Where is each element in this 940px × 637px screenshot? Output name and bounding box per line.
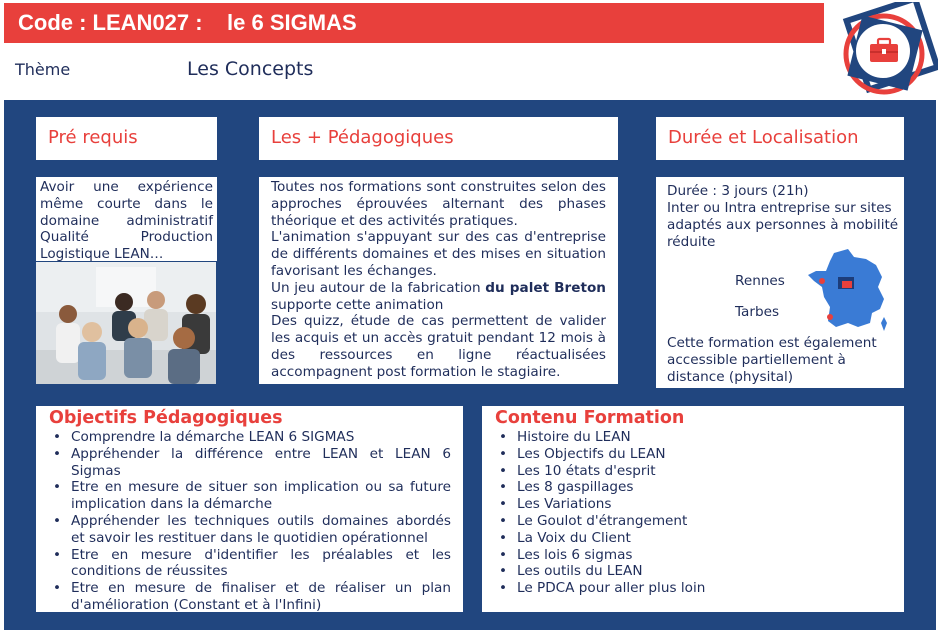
pedagogiques-title-box <box>259 117 618 160</box>
duree-footer: Cette formation est également accessible partiellement à distance (physital) <box>667 335 877 385</box>
company-logo <box>826 2 938 100</box>
prerequis-text: Avoir une expérience même courte dans le domaine administratif Qualité Production Logistique LEAN… <box>40 179 213 261</box>
pedagogiques-p4: Des quizz, étude de cas permettent de valider les acquis et un accès gratuit pendant 12 mois à des ressources en ligne réactualisées accompagnent post formation le stagiaire. <box>271 313 606 380</box>
duree-title-box <box>656 117 904 160</box>
prerequis-content-box <box>36 177 217 261</box>
city-tarbes: Tarbes <box>735 304 780 320</box>
contenu-box <box>482 406 904 612</box>
objectifs-box <box>36 406 463 612</box>
duree-content-box <box>656 177 904 388</box>
list-item: • Appréhender les techniques outils domaines abordés et savoir les restituer dans le quotidien opérationnel <box>71 513 451 547</box>
objectifs-list <box>49 429 451 614</box>
header-bar <box>4 3 824 43</box>
pedagogiques-p3-start: Un jeu autour de la fabrication <box>271 279 486 296</box>
list-item: • Appréhender la différence entre LEAN et LEAN 6 Sigmas <box>71 446 451 480</box>
contenu-list <box>495 429 892 597</box>
list-item: • Les 10 états d'esprit <box>517 463 892 480</box>
duree-title: Durée et Localisation <box>668 127 859 148</box>
list-item: • Les Variations <box>517 496 892 513</box>
list-item: • Comprendre la démarche LEAN 6 SIGMAS <box>71 429 451 446</box>
pedagogiques-p1: Toutes nos formations sont construites selon des approches éprouvées alternant des phases théorique et des activités pratiques. <box>271 179 606 229</box>
pedagogiques-content-box <box>259 177 618 384</box>
prerequis-title: Pré requis <box>48 127 138 148</box>
france-map-icon <box>804 247 888 333</box>
prerequis-title-box <box>36 117 217 160</box>
list-item: • Le PDCA pour aller plus loin <box>517 580 892 597</box>
theme-value: Les Concepts <box>187 58 314 80</box>
course-code-title: Code : LEAN027 : le 6 SIGMAS <box>18 10 357 35</box>
list-item: • Histoire du LEAN <box>517 429 892 446</box>
contenu-title: Contenu Formation <box>495 408 685 428</box>
objectifs-title: Objectifs Pédagogiques <box>49 408 283 428</box>
pedagogiques-p3-bold: du palet Breton <box>485 279 606 296</box>
duree-line1: Durée : 3 jours (21h) <box>667 183 809 199</box>
pedagogiques-p2: L'animation s'appuyant sur des cas d'entreprise de différents domaines et des mises en situation favorisant les échanges. <box>271 229 606 279</box>
theme-label: Thème <box>15 60 71 79</box>
pedagogiques-title: Les + Pédagogiques <box>271 127 454 148</box>
team-meeting-photo <box>36 262 216 384</box>
pedagogiques-p3-end: supporte cette animation <box>271 296 444 313</box>
list-item: • Les Objectifs du LEAN <box>517 446 892 463</box>
list-item: • La Voix du Client <box>517 530 892 547</box>
list-item: • Les outils du LEAN <box>517 563 892 580</box>
list-item: • Les 8 gaspillages <box>517 479 892 496</box>
list-item: • Etre en mesure de situer son implication ou sa future implication dans la démarche <box>71 479 451 513</box>
list-item: • Le Goulot d'étrangement <box>517 513 892 530</box>
list-item: • Les lois 6 sigmas <box>517 547 892 564</box>
list-item: • Etre en mesure de finaliser et de réaliser un plan d'amélioration (Constant et à l'Infini) <box>71 580 451 614</box>
duree-line2: Inter ou Intra entreprise sur sites adaptés aux personnes à mobilité réduite <box>667 200 899 250</box>
city-rennes: Rennes <box>735 273 785 289</box>
pedagogiques-p3 <box>271 280 606 314</box>
list-item: • Etre en mesure d'identifier les préalables et les conditions de réussites <box>71 547 451 581</box>
